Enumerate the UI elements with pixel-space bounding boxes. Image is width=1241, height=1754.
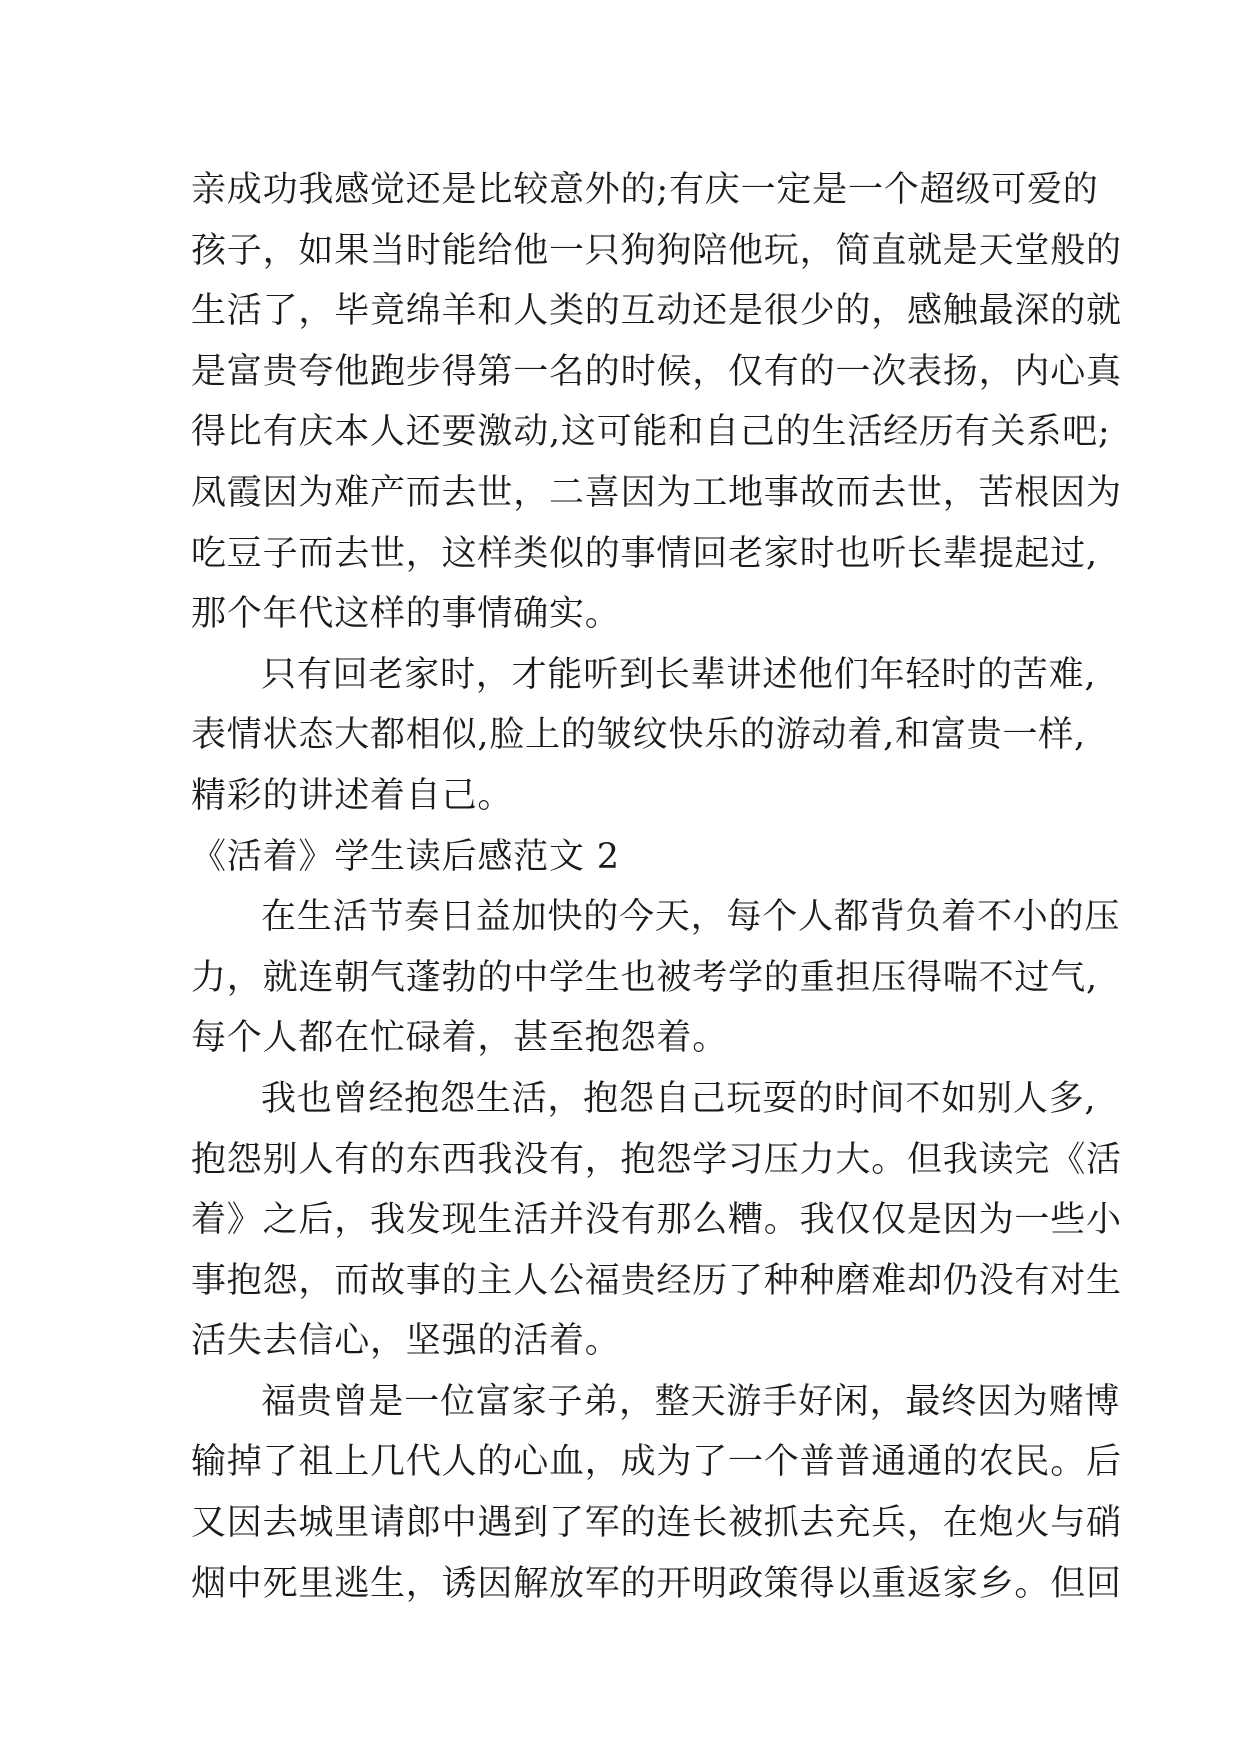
text-line: 烟中死里逃生，诱因解放军的开明政策得以重返家乡。但回 [191, 1563, 1122, 1604]
text-line: 着》之后，我发现生活并没有那么糟。我仅仅是因为一些小 [191, 1200, 1122, 1241]
text-line: 那个年代这样的事情确实。 [191, 594, 621, 635]
text-line: 得比有庆本人还要激动,这可能和自己的生活经历有关系吧; [191, 412, 1111, 453]
paragraph-start-line: 我也曾经抱怨生活，抱怨自己玩耍的时间不如别人多, [261, 1078, 1097, 1119]
text-line: 吃豆子而去世，这样类似的事情回老家时也听长辈提起过, [191, 533, 1098, 574]
text-line: 事抱怨，而故事的主人公福贵经历了种种磨难却仍没有对生 [191, 1260, 1122, 1301]
paragraph-start-line: 只有回老家时，才能听到长辈讲述他们年轻时的苦难, [261, 654, 1097, 695]
paragraph-start-line: 在生活节奏日益加快的今天，每个人都背负着不小的压 [261, 897, 1121, 938]
text-line: 亲成功我感觉还是比较意外的;有庆一定是一个超级可爱的 [191, 170, 1099, 210]
text-line: 抱怨别人有的东西我没有，抱怨学习压力大。但我读完《活 [191, 1139, 1122, 1180]
section-heading: 《活着》学生读后感范文 2 [191, 836, 620, 877]
text-line: 力，就连朝气蓬勃的中学生也被考学的重担压得喘不过气, [191, 957, 1098, 998]
text-line: 精彩的讲述着自己。 [191, 775, 514, 816]
text-line: 孩子，如果当时能给他一只狗狗陪他玩，简直就是天堂般的 [191, 230, 1122, 271]
text-line: 每个人都在忙碌着，甚至抱怨着。 [191, 1018, 729, 1059]
text-line: 是富贵夸他跑步得第一名的时候，仅有的一次表扬，内心真 [191, 351, 1122, 392]
text-line: 表情状态大都相似,脸上的皱纹快乐的游动着,和富贵一样, [191, 715, 1086, 756]
document-body [191, 160, 1122, 1614]
paragraph-start-line: 福贵曾是一位富家子弟，整天游手好闲，最终因为赌博 [261, 1381, 1121, 1422]
text-line: 又因去城里请郎中遇到了军的连长被抓去充兵，在炮火与硝 [191, 1503, 1122, 1544]
text-line: 凤霞因为难产而去世，二喜因为工地事故而去世，苦根因为 [191, 472, 1122, 513]
text-line: 活失去信心，坚强的活着。 [191, 1321, 621, 1362]
text-line: 输掉了祖上几代人的心血，成为了一个普普通通的农民。后 [191, 1442, 1122, 1483]
text-line: 生活了，毕竟绵羊和人类的互动还是很少的，感触最深的就 [191, 291, 1122, 332]
